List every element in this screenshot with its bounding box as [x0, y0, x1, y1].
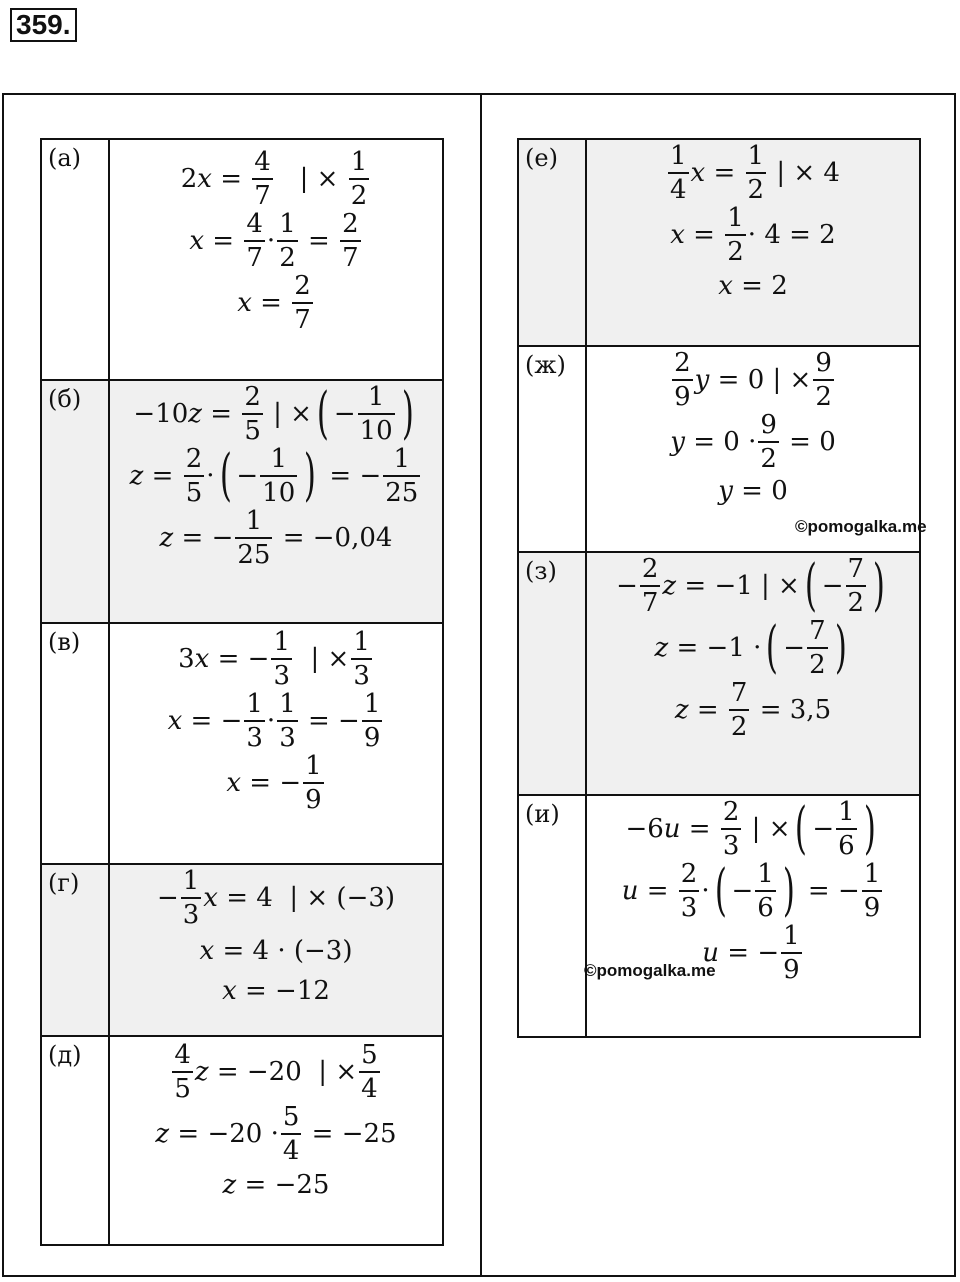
solution-i	[518, 795, 920, 1037]
label-v: (в)	[41, 623, 109, 864]
label-zh: (ж)	[518, 346, 586, 552]
math-e: $\frac{1}{4}$ x = $\frac{1}{2}$ | × 4 x = $\frac{1}{2}$ · 4 = 2 x = 2	[586, 139, 920, 346]
label-z: (з)	[518, 552, 586, 795]
column-divider	[480, 93, 482, 1277]
solution-e	[518, 139, 920, 346]
watermark-top: ©pomogalka.me	[795, 517, 927, 536]
solution-v	[41, 623, 443, 864]
math-v: 3 x = − $\frac{1}{3}$ | × $\frac{1}{3}$ x = − $\frac{1}{3}$ · $\frac{1}{3}$ = − $\frac{1}{9}$ x = − $\frac{1}{9}$	[109, 623, 443, 864]
math-d: $\frac{4}{5}$ z = −20 | × $\frac{5}{4}$ z = −20 · $\frac{5}{4}$ = −25 z = −25	[109, 1036, 443, 1245]
label-g: (г)	[41, 864, 109, 1036]
watermark-bottom: ©pomogalka.me	[584, 961, 716, 980]
solution-b	[41, 380, 443, 623]
left-solutions-table	[40, 138, 444, 1246]
solution-a	[41, 139, 443, 380]
label-a: (а)	[41, 139, 109, 380]
task-number: 359.	[10, 8, 77, 42]
label-i: (и)	[518, 795, 586, 1037]
solution-z	[518, 552, 920, 795]
math-b: −10 z = $\frac{2}{5}$ | × ( − $\frac{1}{10}$ ) z = $\frac{2}{5}$ · ( − $\frac{1}{10}$ ) = − $\frac{1}{25}$ z = − $\frac{1}{25}$ = −0,04	[109, 380, 443, 623]
label-b: (б)	[41, 380, 109, 623]
label-e: (е)	[518, 139, 586, 346]
math-g: − $\frac{1}{3}$ x = 4 | × (−3) x = 4 · (−3) x = −12	[109, 864, 443, 1036]
math-z: − $\frac{2}{7}$ z = −1 | × ( − $\frac{7}{2}$ ) z = −1 · ( − $\frac{7}{2}$ ) z = $\frac{7}{2}$ = 3,5	[586, 552, 920, 795]
label-d: (д)	[41, 1036, 109, 1245]
solution-g	[41, 864, 443, 1036]
math-a: 2 x = $\frac{4}{7}$ | × $\frac{1}{2}$ x = $\frac{4}{7}$ · $\frac{1}{2}$ = $\frac{2}{7}$ x = $\frac{2}{7}$	[109, 139, 443, 380]
right-solutions-table	[517, 138, 921, 1038]
math-zh: $\frac{2}{9}$ y = 0 | × $\frac{9}{2}$ y = 0 · $\frac{9}{2}$ = 0 y = 0	[586, 346, 920, 552]
math-i: −6 u = $\frac{2}{3}$ | × ( − $\frac{1}{6}$ ) u = $\frac{2}{3}$ · ( − $\frac{1}{6}$ ) = − $\frac{1}{9}$ u = − $\frac{1}{9}$	[586, 795, 920, 1037]
solution-d	[41, 1036, 443, 1245]
